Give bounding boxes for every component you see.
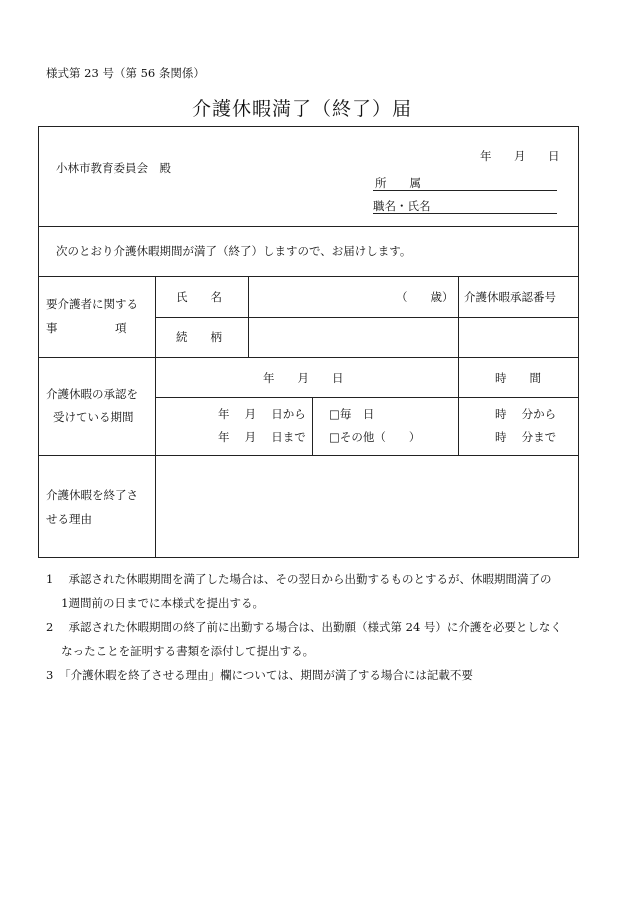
statement: 次のとおり介護休暇期間が満了（終了）しますので、お届けします。: [56, 244, 412, 258]
relationship-label: 続 柄: [176, 330, 222, 344]
care-section-label: 要介護者に関する: [46, 297, 138, 311]
period-time-header: 時 間: [495, 371, 541, 385]
divider-period-middle: [155, 397, 579, 398]
addressee: 小林市教育委員会 殿: [56, 161, 171, 175]
period-from-time: 時 分から: [495, 407, 557, 421]
divider-label-column: [155, 276, 156, 558]
care-section-label-2: 事 項: [46, 321, 127, 335]
divider-period-days: [312, 397, 313, 455]
affiliation-label: 所 属: [375, 176, 421, 190]
note-1: 1 承認された休暇期間を満了した場合は、その翌日から出勤するものとするが、休暇期間満了の: [46, 572, 552, 586]
every-day-checkbox: □毎 日: [329, 407, 375, 421]
age-label: （ 歳）: [396, 290, 454, 304]
date-day: 日: [548, 149, 560, 163]
name-label: 職名・氏名: [373, 199, 431, 213]
date-month: 月: [514, 149, 526, 163]
name-field-label: 氏 名: [176, 290, 222, 304]
divider-period-top: [38, 357, 579, 358]
name-underline: [373, 213, 557, 214]
divider-care-label: [248, 276, 249, 357]
note-1-continued: 1週間前の日までに本様式を提出する。: [46, 596, 264, 610]
divider-statement-bottom: [38, 276, 579, 277]
period-to-time: 時 分まで: [495, 430, 557, 444]
note-2: 2 承認された休暇期間の終了前に出勤する場合は、出勤願（様式第 24 号）に介護を必要としなく: [46, 620, 562, 634]
period-from-date: 年 月 日から: [218, 407, 306, 421]
reason-label-2: せる理由: [46, 512, 92, 526]
other-checkbox: □その他（ ）: [329, 430, 421, 444]
period-section-label-2: 受けている期間: [53, 410, 134, 424]
period-section-label: 介護休暇の承認を: [46, 387, 138, 401]
form-number: 様式第 23 号（第 56 条関係）: [46, 66, 205, 80]
divider-reason-top: [38, 455, 579, 456]
reason-label: 介護休暇を終了さ: [46, 488, 138, 502]
divider-statement-top: [38, 226, 579, 227]
period-date-header: 年 月 日: [263, 371, 344, 385]
approval-number-label: 介護休暇承認番号: [464, 290, 556, 304]
note-2-continued: なったことを証明する書類を添付して提出する。: [46, 644, 315, 658]
note-3: 3 「介護休暇を終了させる理由」欄については、期間が満了する場合には記載不要: [46, 668, 473, 682]
divider-care-middle: [155, 317, 579, 318]
page-title: 介護休暇満了（終了）届: [192, 98, 413, 120]
divider-right-column: [458, 276, 459, 455]
period-to-date: 年 月 日まで: [218, 430, 306, 444]
date-year: 年: [480, 149, 492, 163]
affiliation-underline: [373, 190, 557, 191]
